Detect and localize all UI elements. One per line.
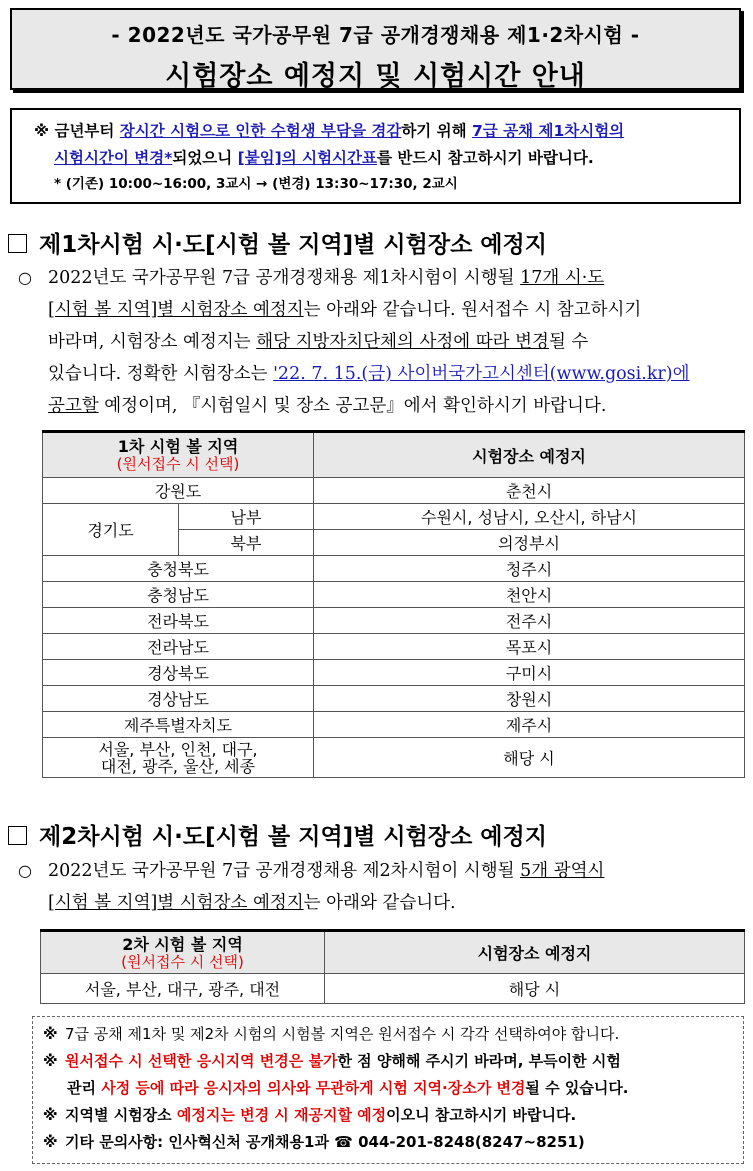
notice-line-2: 시험시간이 변경*되었으니 [붙임]의 시험시간표를 반드시 참고하시기 바랍니다. — [54, 149, 594, 167]
table-header-site: 시험장소 예정지 — [314, 432, 745, 478]
table-row: 서울, 부산, 인천, 대구, 대전, 광주, 울산, 세종 해당 시 — [43, 738, 745, 778]
footer-note-1: ※ 7급 공채 제1차 및 제2차 시험의 시험볼 지역은 원서접수 시 각각 선택하여야 합니다. — [43, 1025, 620, 1043]
title-subheading: - 2022년도 국가공무원 7급 공개경쟁채용 제1·2차시험 - — [111, 23, 640, 47]
section1-heading: 제1차시험 시·도[시험 볼 지역]별 시험장소 예정지 — [8, 226, 547, 259]
table-row: 북부 의정부시 — [43, 530, 745, 556]
table-row: 충청북도 청주시 — [43, 556, 745, 582]
footer-note-2: ※ 원서접수 시 선택한 응시지역 변경은 불가한 점 양해해 주시기 바라며, 부득이한 시험 — [43, 1052, 621, 1070]
table-header-site: 시험장소 예정지 — [325, 931, 745, 974]
table-row: 강원도 춘천시 — [43, 478, 745, 504]
table-row: 서울, 부산, 대구, 광주, 대전 해당 시 — [41, 974, 745, 1004]
contact-info: 기타 문의사항: 인사혁신처 공개채용1과 ☎ 044-201-8248(8247~8251) — [65, 1133, 585, 1151]
table-row: 제주특별자치도 제주시 — [43, 712, 745, 738]
section1-table — [42, 430, 745, 778]
footer-note-4: ※ 기타 문의사항: 인사혁신처 공개채용1과 ☎ 044-201-8248(8247~8251) — [43, 1133, 585, 1151]
circle-bullet-icon: ○ — [18, 268, 32, 287]
square-bullet-icon — [8, 826, 27, 845]
circle-bullet-icon: ○ — [18, 861, 32, 880]
section2-paragraph: ○ 2022년도 국가공무원 7급 공개경쟁채용 제2차시험이 시행될 5개 광역시 [시험 볼 지역]별 시험장소 예정지는 아래와 같습니다. — [18, 855, 746, 919]
square-bullet-icon — [8, 234, 27, 253]
footer-note-3: ※ 지역별 시험장소 예정지는 변경 시 재공지할 예정이오니 참고하시기 바랍니다. — [43, 1106, 577, 1124]
table-row: 경상남도 창원시 — [43, 686, 745, 712]
notice-time-change: * (기존) 10:00~16:00, 3교시 → (변경) 13:30~17:30, 2교시 — [54, 176, 458, 192]
footer-note-2-cont: 관리 사정 등에 따라 응시자의 의사와 무관하게 시험 지역·장소가 변경될 수 있습니다. — [67, 1079, 629, 1097]
footer-notes — [32, 1016, 744, 1164]
table-row: 경상북도 구미시 — [43, 660, 745, 686]
table-row: 경기도 남부 수원시, 성남시, 오산시, 하남시 — [43, 504, 745, 530]
section2-heading: 제2차시험 시·도[시험 볼 지역]별 시험장소 예정지 — [8, 818, 547, 851]
table-header-region: 1차 시험 볼 지역 (원서접수 시 선택) — [43, 432, 314, 478]
table-header-region: 2차 시험 볼 지역 (원서접수 시 선택) — [41, 931, 325, 974]
title-box — [10, 8, 741, 90]
table-row: 전라북도 전주시 — [43, 608, 745, 634]
table-row: 충청남도 천안시 — [43, 582, 745, 608]
section2-table — [40, 929, 745, 1004]
section1-paragraph: ○ 2022년도 국가공무원 7급 공개경쟁채용 제1차시험이 시행될 17개 시·도 [시험 볼 지역]별 시험장소 예정지는 아래와 같습니다. 원서접수 시 참고하시기 바라며, 시험장소 예정지는 해당 지방자치단체의 사정에 따라 변경될 수 있습니다. 정확한 시험장소는 '22. 7. 15.(금) 사이버국가고시센터(www.gosi.kr)에 공고할 예정이며, 『시험일시 및 장소 공고문』에서 확인하시기 바랍니다. — [18, 262, 746, 422]
notice-box — [10, 108, 741, 204]
page-title: 시험장소 예정지 및 시험시간 안내 — [165, 61, 586, 92]
notice-line-1: ※ 금년부터 장시간 시험으로 인한 수험생 부담을 경감하기 위해 7급 공채 제1차시험의 — [34, 122, 625, 140]
table-row: 전라남도 목포시 — [43, 634, 745, 660]
